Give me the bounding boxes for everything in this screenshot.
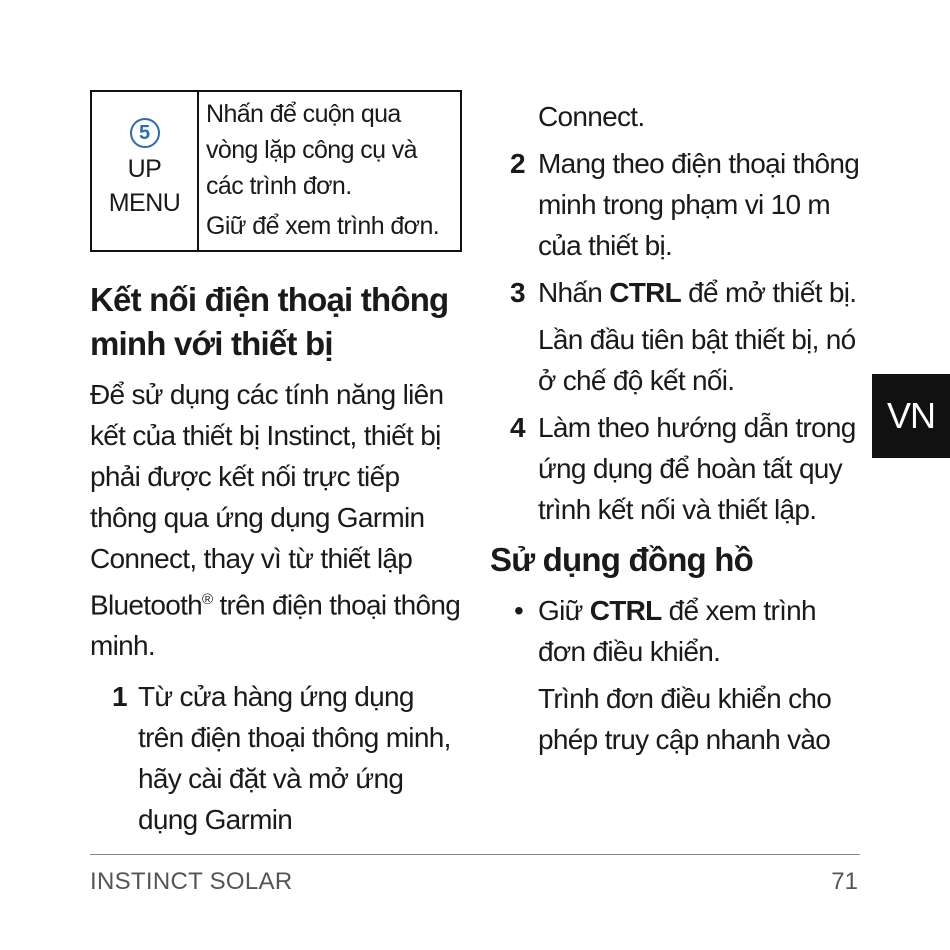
usage-bullets <box>490 590 870 760</box>
press-description: Nhấn để cuộn qua vòng lặp công cụ và các trình đơn. <box>206 100 417 200</box>
step-number: 3 <box>510 277 525 308</box>
step-text: Làm theo hướng dẫn trong ứng dụng để hoàn tất quy trình kết nối và thiết lập. <box>538 412 856 525</box>
ctrl-key-label: CTRL <box>609 277 682 308</box>
step-text: Mang theo điện thoại thông minh trong phạm vi 10 m của thiết bị. <box>538 148 860 261</box>
language-tab: VN <box>872 374 950 458</box>
key-description-cell <box>198 91 461 251</box>
key-number-badge: 5 <box>130 118 160 148</box>
list-item <box>490 407 870 530</box>
key-function-table <box>90 90 462 252</box>
key-name-line1: UP <box>127 155 162 183</box>
section-heading-pairing: Kết nối điện thoại thông minh với thiết bị <box>90 281 449 362</box>
intro-text-b: trên điện thoại thông minh. <box>90 589 461 662</box>
step-number: 4 <box>510 412 525 443</box>
table-row <box>91 91 461 251</box>
step1-continuation: Connect. <box>538 101 645 132</box>
left-column <box>90 90 462 840</box>
bullet-note: Trình đơn điều khiển cho phép truy cập nhanh vào <box>538 683 832 755</box>
step-number: 1 <box>112 681 127 713</box>
step-text-b: để mở thiết bị. <box>681 277 857 308</box>
pairing-steps-left <box>90 676 462 840</box>
step-note: Lần đầu tiên bật thiết bị, nó ở chế độ kết nối. <box>538 324 856 396</box>
list-item <box>490 272 870 401</box>
key-name-line2: MENU <box>108 189 181 217</box>
section-heading-using-watch: Sử dụng đồng hồ <box>490 541 753 578</box>
bullet-text-b: để xem trình đơn điều khiển. <box>538 595 816 667</box>
footer-product-name: INSTINCT SOLAR <box>90 868 293 895</box>
registered-mark: ® <box>202 591 213 608</box>
list-item <box>90 676 462 840</box>
key-cell <box>91 91 198 251</box>
footer-divider <box>90 854 860 855</box>
bullet-text-a: Giữ <box>538 595 590 626</box>
pairing-steps-right <box>490 143 870 530</box>
list-item <box>490 143 870 266</box>
right-column <box>490 96 870 760</box>
hold-description: Giữ để xem trình đơn. <box>206 212 440 240</box>
intro-paragraph <box>90 374 462 666</box>
step-text: Từ cửa hàng ứng dụng trên điện thoại thông minh, hãy cài đặt và mở ứng dụng Garmin <box>138 681 451 836</box>
intro-text-a: Để sử dụng các tính năng liên kết của thiết bị Instinct, thiết bị phải được kết nối trực tiếp thông qua ứng dụng Garmin Connect, thay vì từ thiết lập Bluetooth <box>90 379 444 621</box>
step-text-a: Nhấn <box>538 277 610 308</box>
bullet-icon: • <box>514 595 524 626</box>
ctrl-key-label: CTRL <box>589 595 662 626</box>
step-number: 2 <box>510 148 525 179</box>
footer-page-number: 71 <box>831 868 858 895</box>
list-item <box>490 590 870 760</box>
